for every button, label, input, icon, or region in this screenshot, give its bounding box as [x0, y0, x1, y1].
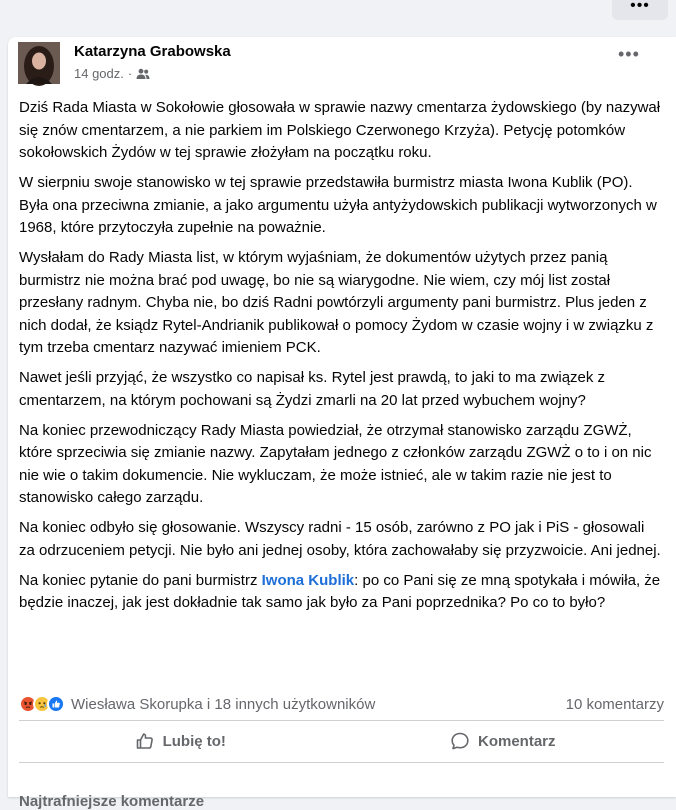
post-meta — [74, 66, 150, 81]
mention-link[interactable]: Iwona Kublik — [261, 571, 355, 589]
reactions-left[interactable] — [19, 695, 375, 713]
top-more-button[interactable] — [612, 0, 668, 20]
avatar-photo-icon — [18, 42, 60, 84]
meta-separator: · — [127, 66, 133, 81]
post-paragraph: Nawet jeśli przyjąć, że wszystko co napisał ks. Rytel jest prawdą, to jaki to ma związek z cmentarzem, na którym pochowani są Żydzi zmarli na 20 lat przed wybuchem wojny? — [19, 369, 606, 409]
comment-button[interactable] — [342, 723, 665, 759]
divider — [19, 720, 664, 721]
comments-count[interactable]: 10 komentarzy — [565, 695, 664, 713]
thumbs-up-icon — [135, 731, 155, 751]
reactions-names: Wiesława Skorupka i 18 innych użytkowników — [71, 695, 376, 713]
post-time[interactable]: 14 godz. — [74, 66, 124, 81]
post-paragraph-last — [19, 570, 664, 615]
post-paragraph: Wysłałam do Rady Miasta list, w którym wyjaśniam, że dokumentów użytych przez panią burmistrz nie można brać pod uwagę, bo nie są wiarygodne. Nie wiem, czy mój list został przesłany radnym. Chyba nie, bo dziś Radni powtórzyli argumenty pani burmistrz. Plus jeden z nich dodał, że ksiądz Rytel-Andrianik publikował o pomocy Żydom w czasie wojny i w związku z tym trzeba cmentarz nazywać imieniem PCK. — [19, 249, 654, 356]
post-card — [8, 37, 676, 810]
post-body — [19, 97, 664, 622]
post-paragraph: Na koniec odbyło się głosowanie. Wszyscy radni - 15 osób, zarówno z PO jak i PiS - głosowali za odrzuceniem petycji. Nie było ani jednej osoby, która zachowałaby się przyzwoicie. Ani jednej. — [19, 519, 661, 559]
post-paragraph: W sierpniu swoje stanowisko w tej sprawie przedstawiła burmistrz miasta Iwona Kublik (PO). Była ona przeciwna zmianie, a jako argumentu użyła antyżydowskich publikacji wytworzonych w 1968, które przytoczyła zupełnie na poważnie. — [19, 174, 657, 236]
paragraph-text: : po co Pani się ze mną spotykała i mówiła, że będzie inaczej, jak jest dokładnie tak samo jak było za Pani poprzednika? Po co to było? — [19, 571, 661, 611]
post-paragraph: Dziś Rada Miasta w Sokołowie głosowała w sprawie nazwy cmentarza żydowskiego (by nazywał się znów cmentarzem, a nie parkiem im Polskiego Czerwonego Krzyża). Petycję potomków sokołowskich Żydów w tej sprawie złożyłam na początku roku. — [19, 99, 661, 161]
paragraph-text: Na koniec pytanie do pani burmistrz — [19, 571, 262, 589]
like-label: Lubię to! — [162, 732, 226, 750]
more-dots-icon: ••• — [618, 44, 640, 64]
post-paragraph: Na koniec przewodniczący Rady Miasta powiedział, że otrzymał stanowisko zarządu ZGWŻ, które sprzeciwia się zmianie nazwy. Zapytałam jednego z członków zarządu ZGWŻ o to i on nic nie wie o takim dokumencie. Nie wykluczam, że może istnieć, ale w takim razie nie jest to stanowisko całego zarządu. — [19, 421, 652, 506]
friends-icon[interactable] — [136, 68, 150, 80]
post-options-button[interactable] — [618, 44, 640, 64]
author-name[interactable]: Katarzyna Grabowska — [74, 43, 231, 60]
avatar[interactable] — [18, 42, 60, 84]
more-dots-icon: ••• — [630, 0, 650, 14]
comment-bubble-icon — [450, 731, 470, 751]
like-reaction-icon — [47, 695, 65, 713]
post-actions — [19, 723, 664, 759]
comments-filter[interactable]: Najtrafniejsze komentarze — [19, 793, 205, 810]
comment-label: Komentarz — [477, 732, 556, 750]
divider — [19, 762, 664, 763]
like-button[interactable] — [19, 723, 342, 759]
reactions-summary — [19, 692, 664, 716]
